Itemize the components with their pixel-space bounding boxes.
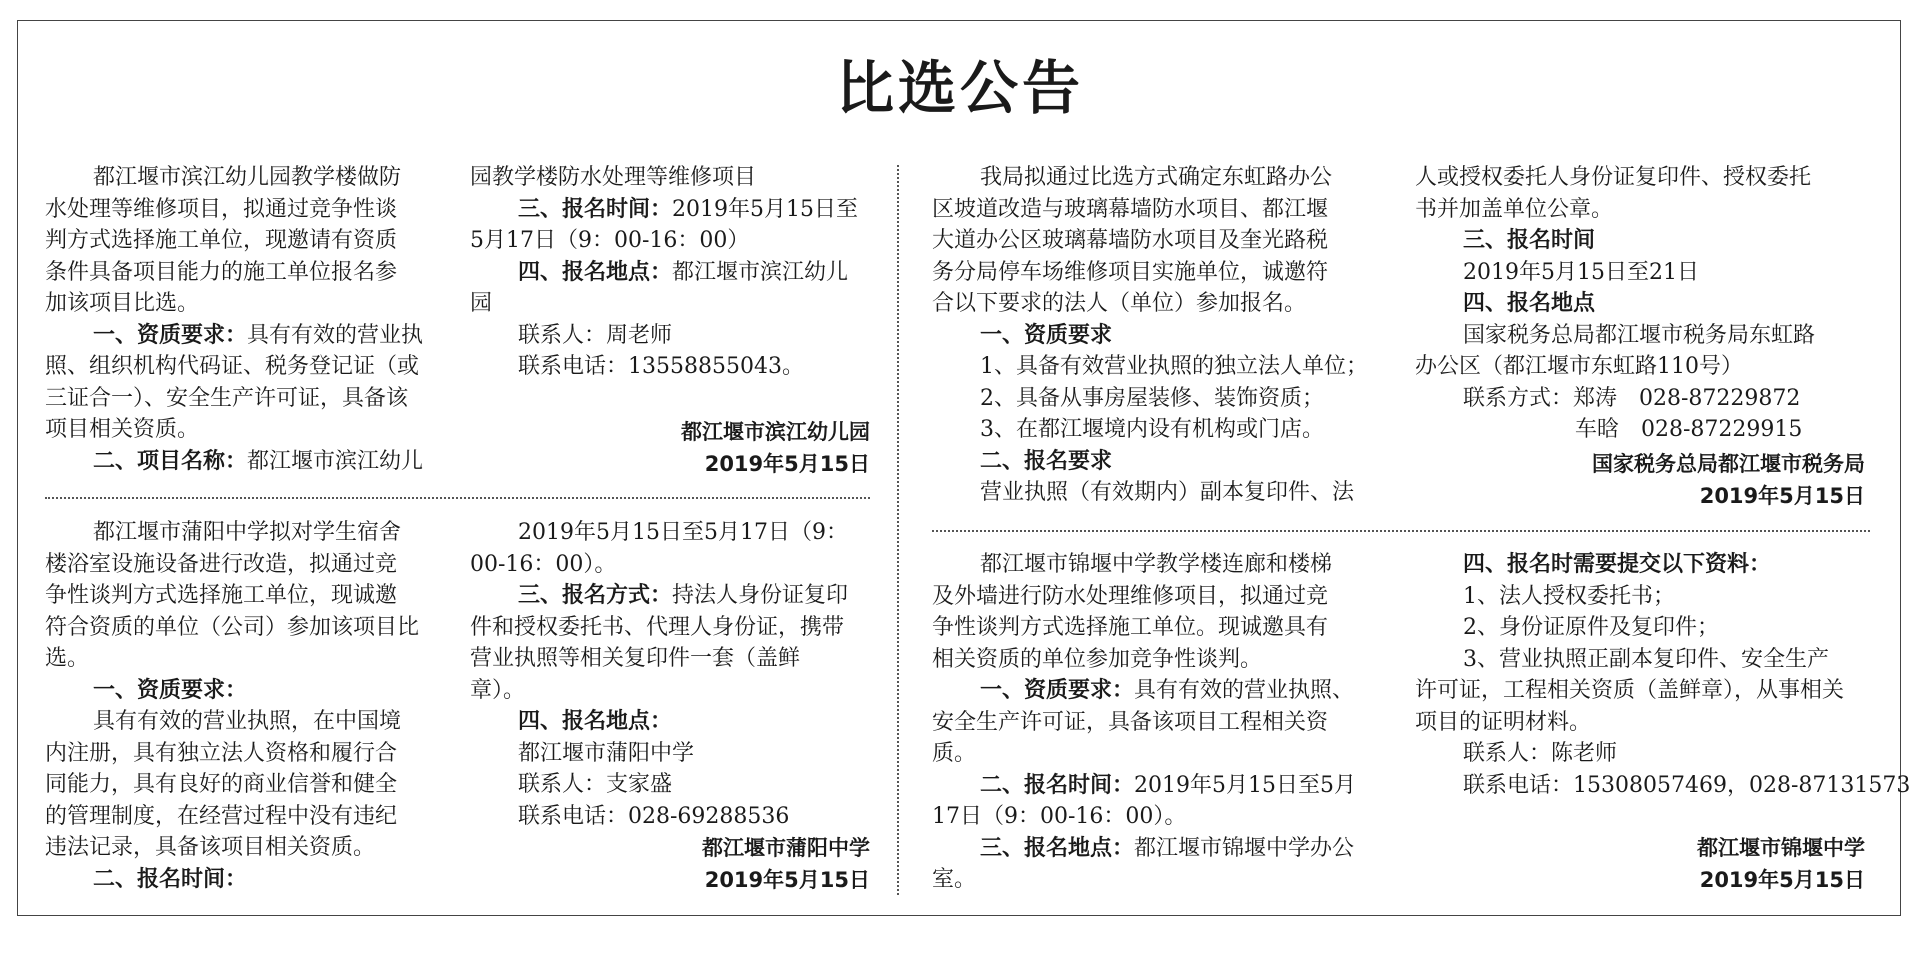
- text-line: [932, 549, 1332, 581]
- text-line: [932, 257, 1332, 289]
- notice1-signature: [470, 417, 870, 480]
- text-line: [470, 549, 870, 581]
- notice3-col2: [1415, 162, 1815, 446]
- section-heading: 四、报名地点：: [518, 258, 673, 285]
- section-heading: 三、报名方式：: [518, 582, 673, 608]
- text-line: [1415, 257, 1815, 289]
- text-line: [1415, 162, 1815, 194]
- line-text: 00-16：00）。: [470, 551, 617, 577]
- line-text: 联系电话：15308057469，028-87131573: [1463, 772, 1911, 798]
- line-text: 同能力，具有良好的商业信誉和健全: [45, 772, 398, 797]
- text-line: [45, 801, 445, 833]
- line-text: 具有有效的营业执照、: [1134, 678, 1355, 703]
- divider-right: [932, 530, 1870, 532]
- line-text: 都江堰市滨江幼儿园教学楼做防: [93, 165, 402, 190]
- notice4-col1: [932, 549, 1356, 896]
- line-text: 大道办公区玻璃幕墙防水项目及奎光路税: [932, 228, 1329, 253]
- line-text: 车晗 028-87229915: [1575, 417, 1803, 442]
- line-text: 3、在都江堰境内设有机构或门店。: [980, 417, 1324, 442]
- line-text: 联系电话：13558855043。: [518, 354, 804, 379]
- text-line: [470, 517, 870, 549]
- line-text: 5月17日（9：00-16：00）: [470, 228, 750, 253]
- notice1-sign-org: 都江堰市滨江幼儿园: [681, 420, 870, 444]
- text-line: [470, 320, 870, 352]
- section-heading: 一、资质要求：: [980, 677, 1135, 703]
- notice1-sign-date: 2019年5月15日: [704, 451, 870, 476]
- text-line: [45, 864, 445, 896]
- section-heading: 四、报名地点: [1463, 290, 1596, 316]
- text-line: [470, 612, 870, 644]
- section-heading: 二、项目名称：: [93, 447, 248, 474]
- notice2-signature: [470, 833, 870, 896]
- line-text: 条件具备项目能力的施工单位报名参: [45, 259, 398, 285]
- line-text: 2019年5月15日至5月17日（9：: [518, 520, 848, 545]
- text-line: [45, 549, 445, 581]
- text-line: [45, 383, 445, 415]
- line-text: 争性谈判方式选择施工单位。现诚邀具有: [932, 615, 1329, 640]
- text-line: [1415, 707, 1815, 739]
- line-text: 书并加盖单位公章。: [1415, 196, 1614, 222]
- line-text: 具有有效的营业执: [247, 322, 424, 348]
- text-line: [1415, 225, 1815, 257]
- line-text: 2、具备从事房屋装修、装饰资质；: [980, 385, 1324, 411]
- line-text: 都江堰市蒲阳中学: [518, 740, 695, 766]
- line-text: 联系人：周老师: [518, 322, 673, 348]
- text-line: [45, 194, 445, 226]
- notice2-sign-date: 2019年5月15日: [704, 867, 870, 892]
- line-text: 2、身份证原件及复印件；: [1463, 615, 1719, 640]
- line-text: 区坡道改造与玻璃幕墙防水项目、都江堰: [932, 196, 1329, 222]
- text-line: [1415, 288, 1815, 320]
- text-line: [932, 801, 1332, 833]
- line-text: 争性谈判方式选择施工单位，现诚邀: [45, 583, 398, 608]
- line-text: 章）。: [470, 677, 526, 703]
- section-heading: 二、报名时间：: [93, 865, 248, 892]
- text-line: [932, 738, 1332, 770]
- text-line: [45, 675, 445, 707]
- line-text: 园: [470, 291, 493, 316]
- notice4-sign-org: 都江堰市锦堰中学: [1697, 836, 1865, 860]
- text-line: [932, 833, 1355, 865]
- line-text: 符合资质的单位（公司）参加该项目比: [45, 614, 420, 640]
- text-line: [470, 225, 870, 257]
- line-text: 件和授权委托书、代理人身份证，携带: [470, 614, 845, 640]
- text-line: [932, 414, 1332, 446]
- notice2-col2: [470, 517, 870, 832]
- line-text: 1、法人授权委托书；: [1463, 583, 1675, 609]
- notice4-sign-date: 2019年5月15日: [1699, 867, 1865, 892]
- section-heading: 二、报名时间：: [980, 771, 1135, 798]
- text-line: [470, 769, 870, 801]
- text-line: [45, 738, 445, 770]
- text-line: [1415, 549, 1815, 581]
- line-text: 判方式选择施工单位，现邀请有资质: [45, 228, 398, 253]
- text-line: [932, 707, 1332, 739]
- line-text: 营业执照（有效期内）副本复印件、法: [980, 480, 1355, 505]
- notice3-sign-date: 2019年5月15日: [1699, 483, 1865, 508]
- text-line: [45, 832, 445, 864]
- section-heading: 四、报名时需要提交以下资料：: [1463, 551, 1772, 577]
- line-text: 务分局停车场维修项目实施单位，诚邀符: [932, 259, 1329, 285]
- text-line: [45, 580, 445, 612]
- text-line: [1415, 383, 1815, 415]
- line-text: 具有有效的营业执照，在中国境: [93, 709, 402, 734]
- text-line: [932, 351, 1368, 383]
- text-line: [1415, 644, 1829, 676]
- text-line: [932, 225, 1332, 257]
- line-text: 内注册，具有独立法人资格和履行合: [45, 740, 398, 766]
- text-line: [932, 194, 1332, 226]
- line-text: 2019年5月15日至21日: [1463, 259, 1699, 285]
- notice3-signature: [1465, 449, 1865, 512]
- text-line: [1415, 320, 1815, 352]
- text-line: [470, 706, 870, 738]
- line-text: 都江堰市锦堰中学办公: [1134, 835, 1355, 861]
- text-line: [470, 288, 870, 320]
- line-text: 室。: [932, 867, 977, 892]
- line-text: 国家税务总局都江堰市税务局东虹路: [1463, 322, 1816, 348]
- divider-center: [897, 165, 899, 895]
- divider-left: [45, 497, 870, 499]
- text-line: [932, 162, 1332, 194]
- text-line: [932, 477, 1355, 509]
- text-line: [470, 257, 870, 289]
- line-text: 3、营业执照正副本复印件、安全生产: [1463, 646, 1829, 672]
- text-line: [470, 801, 870, 833]
- line-text: 都江堰市锦堰中学教学楼连廊和楼梯: [980, 552, 1333, 577]
- text-line: [45, 351, 445, 383]
- text-line: [45, 257, 445, 289]
- notice2-col1: [45, 517, 445, 895]
- section-heading: 一、资质要求：: [93, 676, 248, 703]
- section-heading: 一、资质要求：: [93, 321, 248, 348]
- line-text: 选。: [45, 646, 90, 671]
- section-heading: 一、资质要求: [980, 321, 1113, 348]
- text-line: [932, 320, 1332, 352]
- line-text: 园教学楼防水处理等维修项目: [470, 165, 757, 190]
- text-line: [45, 517, 445, 549]
- line-text: 联系方式：郑涛 028-87229872: [1463, 385, 1801, 411]
- line-text: 合以下要求的法人（单位）参加报名。: [932, 291, 1307, 316]
- text-line: [932, 770, 1356, 802]
- line-text: 都江堰市滨江幼儿: [672, 259, 849, 285]
- section-heading: 三、报名时间：: [518, 195, 673, 222]
- line-text: 17日（9：00-16：00）。: [932, 804, 1187, 829]
- line-text: 联系人：陈老师: [1463, 741, 1618, 766]
- text-line: [470, 643, 870, 675]
- line-text: 及外墙进行防水处理维修项目，拟通过竞: [932, 583, 1329, 609]
- text-line: [1415, 351, 1815, 383]
- line-text: 人或授权委托人身份证复印件、授权委托: [1415, 165, 1812, 190]
- text-line: [45, 446, 445, 478]
- section-heading: 三、报名时间: [1463, 227, 1596, 253]
- text-line: [1415, 414, 1815, 446]
- text-line: [470, 194, 870, 226]
- notice3-sign-org: 国家税务总局都江堰市税务局: [1592, 452, 1865, 476]
- text-line: [470, 738, 870, 770]
- line-text: 许可证，工程相关资质（盖鲜章），从事相关: [1415, 678, 1845, 703]
- line-text: 楼浴室设施设备进行改造，拟通过竞: [45, 551, 398, 577]
- line-text: 三证合一）、安全生产许可证，具备该: [45, 385, 409, 411]
- text-line: [470, 351, 870, 383]
- notice1-col1: [45, 162, 445, 477]
- line-text: 办公区（都江堰市东虹路110号）: [1415, 354, 1743, 379]
- text-line: [45, 320, 445, 352]
- text-line: [932, 446, 1332, 478]
- notice4-signature: [1465, 833, 1865, 896]
- text-line: [932, 644, 1332, 676]
- text-line: [470, 580, 870, 612]
- text-line: [1415, 738, 1815, 770]
- text-line: [45, 225, 445, 257]
- notice1-col2: [470, 162, 870, 383]
- text-line: [1415, 194, 1815, 226]
- text-line: [45, 612, 445, 644]
- line-text: 我局拟通过比选方式确定东虹路办公: [980, 165, 1333, 190]
- line-text: 2019年5月15日至: [672, 196, 858, 222]
- line-text: 项目的证明材料。: [1415, 709, 1592, 735]
- text-line: [932, 581, 1332, 613]
- line-text: 安全生产许可证，具备该项目工程相关资: [932, 709, 1329, 735]
- text-line: [470, 675, 870, 707]
- text-line: [1415, 612, 1815, 644]
- section-heading: 二、报名要求: [980, 447, 1113, 474]
- text-line: [932, 288, 1332, 320]
- line-text: 加该项目比选。: [45, 291, 200, 316]
- line-text: 营业执照等相关复印件一套（盖鲜: [470, 646, 801, 671]
- line-text: 水处理等维修项目，拟通过竞争性谈: [45, 196, 398, 222]
- text-line: [45, 643, 445, 675]
- line-text: 的管理制度，在经营过程中没有违纪: [45, 803, 398, 829]
- text-line: [45, 706, 445, 738]
- line-text: 违法记录，具备该项目相关资质。: [45, 835, 376, 860]
- line-text: 持法人身份证复印: [672, 583, 849, 608]
- line-text: 1、具备有效营业执照的独立法人单位；: [980, 354, 1368, 379]
- notice4-col2: [1415, 549, 1911, 801]
- text-line: [1415, 675, 1845, 707]
- notice3-col1: [932, 162, 1368, 509]
- line-text: 都江堰市滨江幼儿: [247, 448, 424, 474]
- text-line: [932, 864, 1332, 896]
- text-line: [45, 288, 445, 320]
- text-line: [932, 675, 1355, 707]
- text-line: [932, 383, 1332, 415]
- line-text: 联系人：支家盛: [518, 772, 673, 797]
- text-line: [45, 162, 445, 194]
- text-line: [1415, 770, 1911, 802]
- line-text: 相关资质的单位参加竞争性谈判。: [932, 646, 1263, 672]
- page-title: 比选公告: [835, 54, 1084, 122]
- text-line: [1415, 581, 1815, 613]
- notice2-sign-org: 都江堰市蒲阳中学: [702, 836, 870, 860]
- section-heading: 四、报名地点：: [518, 708, 673, 734]
- section-heading: 三、报名地点：: [980, 834, 1135, 861]
- text-line: [932, 612, 1332, 644]
- text-line: [45, 414, 445, 446]
- line-text: 项目相关资质。: [45, 417, 200, 442]
- line-text: 照、组织机构代码证、税务登记证（或: [45, 354, 420, 379]
- line-text: 质。: [932, 741, 977, 766]
- line-text: 都江堰市蒲阳中学拟对学生宿舍: [93, 520, 402, 545]
- line-text: 联系电话：028-69288536: [518, 803, 790, 829]
- text-line: [45, 769, 445, 801]
- text-line: [470, 162, 870, 194]
- line-text: 2019年5月15日至5月: [1134, 772, 1356, 798]
